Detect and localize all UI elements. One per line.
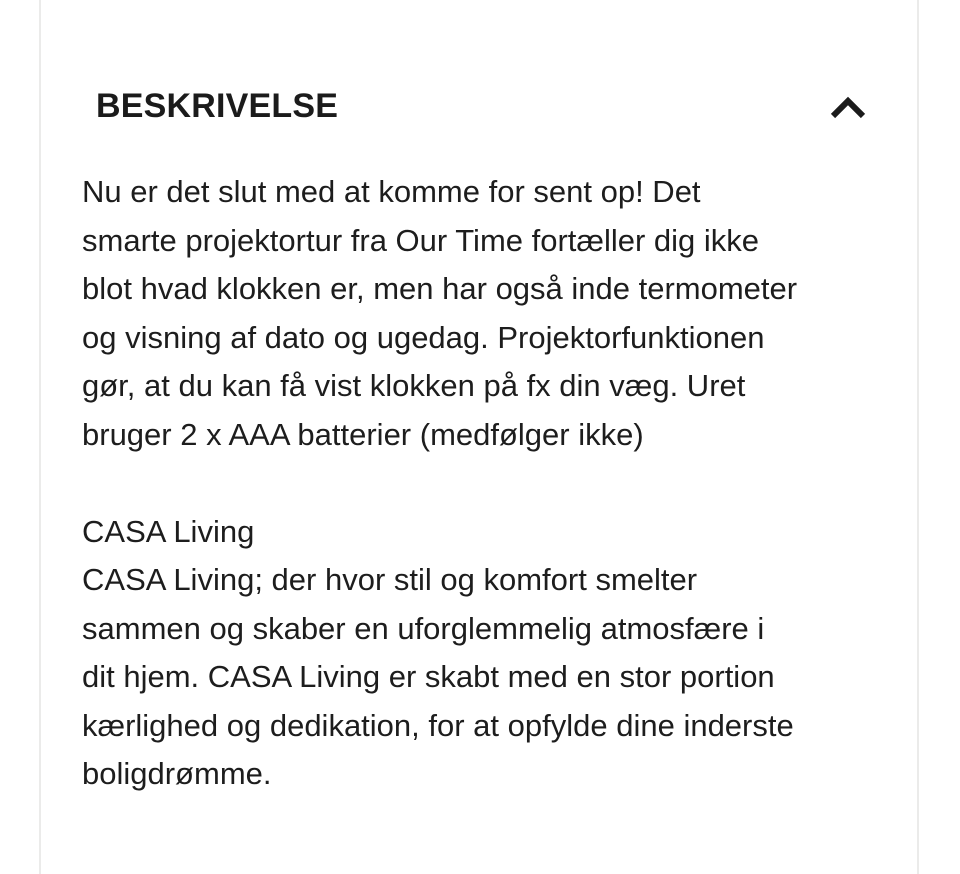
section-title: BESKRIVELSE (96, 87, 339, 125)
description-line: sammen og skaber en uforglemmelig atmosfære i (82, 610, 765, 646)
description-line: og visning af dato og ugedag. Projektorfunktionen (82, 319, 765, 355)
description-line: bruger 2 x AAA batterier (medfølger ikke) (82, 416, 644, 452)
description-line: CASA Living; der hvor stil og komfort smelter (82, 562, 698, 597)
brand-heading: CASA Living (82, 513, 255, 549)
chevron-up-icon[interactable] (828, 92, 868, 122)
description-line: Nu er det slut med at komme for sent op! Det (82, 174, 701, 209)
description-body (82, 168, 882, 799)
description-line: gør, at du kan få vist klokken på fx din væg. Uret (82, 368, 746, 403)
paragraph-spacer (82, 459, 882, 508)
description-line: blot hvad klokken er, men har også inde termometer (82, 271, 798, 306)
description-line: smarte projektortur fra Our Time fortæller dig ikke (82, 222, 760, 258)
description-line: boligdrømme. (82, 756, 272, 791)
description-accordion-header[interactable] (41, 70, 917, 142)
description-line: dit hjem. CASA Living er skabt med en stor portion (82, 659, 775, 694)
product-info-panel (39, 0, 919, 874)
description-line: kærlighed og dedikation, for at opfylde dine inderste (82, 707, 794, 743)
